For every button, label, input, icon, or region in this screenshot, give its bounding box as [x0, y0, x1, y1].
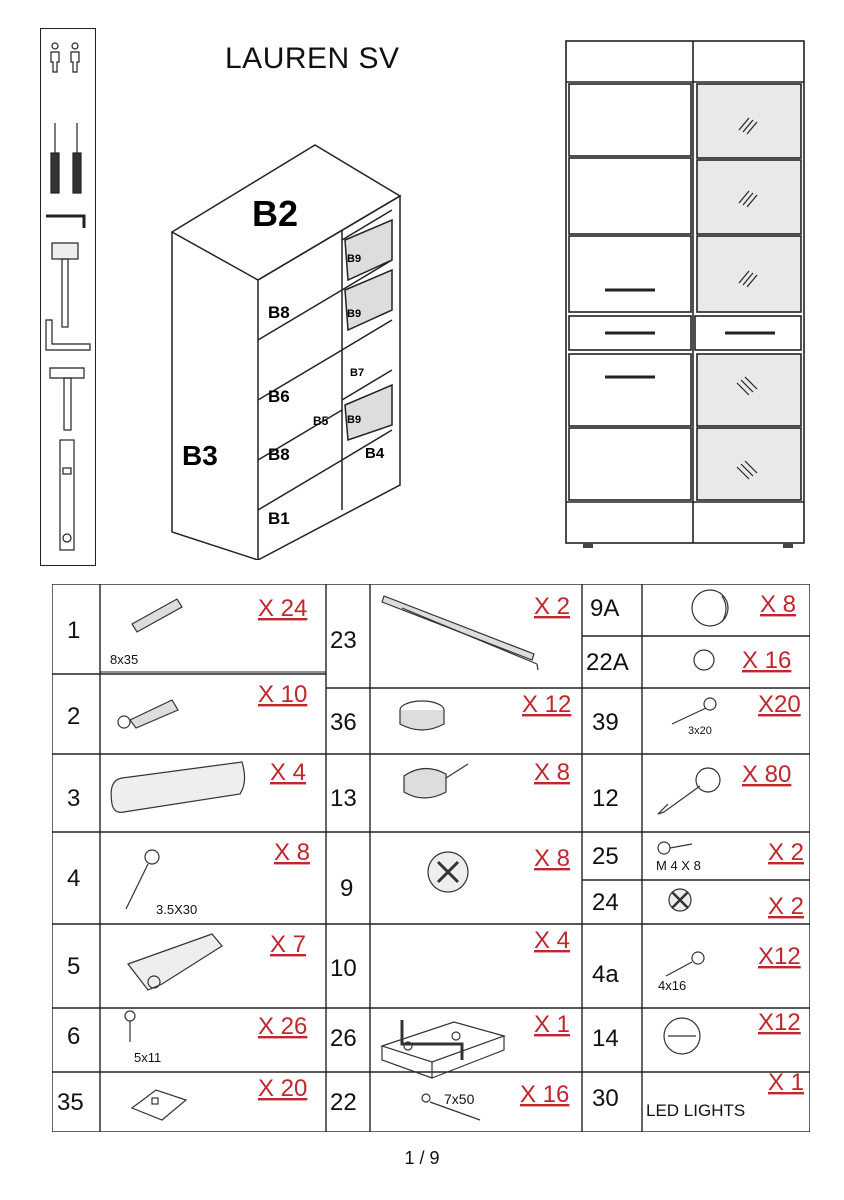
part-num-10: 10: [330, 955, 357, 982]
spirit-level-icon: [60, 440, 74, 550]
tools-illustration: [40, 28, 96, 566]
parts-table: [52, 584, 810, 1132]
note-5x11: 5x11: [134, 1050, 162, 1065]
qty-25: X 2: [768, 839, 805, 866]
hammer-icon: [50, 368, 84, 430]
screwdrivers-icon: [51, 123, 81, 193]
knob-large-icon: [692, 590, 728, 626]
screw-4x16-icon: [666, 952, 704, 976]
note-m4x8: M 4 X 8: [656, 858, 701, 873]
qty-36: X 12: [522, 691, 572, 718]
qty-26: X 1: [534, 1011, 571, 1038]
qty-35: X 20: [258, 1075, 308, 1102]
qty-1: X 24: [258, 595, 308, 622]
screw-3-5x30-icon: [126, 850, 159, 909]
qty-4a: X12: [758, 943, 801, 970]
part-num-25: 25: [592, 843, 619, 870]
part-num-3: 3: [67, 785, 81, 812]
part-num-6: 6: [67, 1023, 81, 1050]
qty-9a: X 8: [760, 591, 797, 618]
label-b8-top: B8: [268, 303, 290, 322]
label-b9-2: B9: [347, 308, 362, 320]
qty-12: X 80: [742, 761, 792, 788]
dowel-icon: [132, 599, 182, 632]
screw-5x11-icon: [125, 1011, 135, 1042]
part-num-9a: 9A: [590, 595, 620, 622]
note-8x35: 8x35: [110, 652, 139, 667]
part-num-14: 14: [592, 1025, 619, 1052]
part-num-36: 36: [330, 709, 357, 736]
qty-22: X 16: [520, 1081, 570, 1108]
part-num-12: 12: [592, 785, 619, 812]
cam-housing-icon: [400, 701, 444, 730]
part-num-23: 23: [330, 627, 357, 654]
part-num-5: 5: [67, 953, 81, 980]
label-b3: B3: [182, 440, 218, 471]
screw-m4x8-icon: [658, 842, 692, 854]
qty-30: X 1: [768, 1069, 805, 1096]
qty-4: X 8: [274, 839, 311, 866]
part-num-39: 39: [592, 709, 619, 736]
part-num-4a: 4a: [592, 961, 619, 988]
hinge-icon: [128, 934, 222, 990]
qty-24: X 2: [768, 893, 805, 920]
part-num-4: 4: [67, 865, 81, 892]
connector-bolt-icon: [118, 700, 178, 728]
knob-14-icon: [664, 1018, 700, 1054]
part-num-13: 13: [330, 785, 357, 812]
drawer-runner-icon: [382, 596, 538, 670]
qty-23: X 2: [534, 593, 571, 620]
handle-icon: [111, 762, 244, 812]
label-b9-1: B9: [347, 253, 362, 265]
note-7x50: 7x50: [444, 1091, 475, 1107]
note-4x16: 4x16: [658, 978, 687, 993]
qty-5: X 7: [270, 931, 307, 958]
note-3x20: 3x20: [688, 725, 712, 737]
qty-6: X 26: [258, 1013, 308, 1040]
label-b1: B1: [268, 509, 290, 528]
two-persons-icon: [51, 43, 79, 72]
qty-3: X 4: [270, 759, 307, 786]
qty-13: X 8: [534, 759, 571, 786]
shelf-support-plate-icon: [132, 1090, 186, 1120]
label-b8-bottom: B8: [268, 445, 290, 464]
part-num-22: 22: [330, 1089, 357, 1116]
qty-10: X 4: [534, 927, 571, 954]
knob-small-icon: [694, 650, 714, 670]
mallet-icon: [52, 243, 78, 327]
part-num-35: 35: [57, 1089, 84, 1116]
note-3-5x30: 3.5X30: [156, 902, 198, 917]
note-led-lights: LED LIGHTS: [646, 1101, 746, 1120]
qty-9: X 8: [534, 845, 571, 872]
front-view-drawing: [565, 40, 810, 552]
label-b4: B4: [365, 445, 385, 462]
cabinet-drawing: [160, 140, 410, 560]
screw-3x20-icon: [672, 698, 716, 724]
part-num-24: 24: [592, 889, 619, 916]
cam-bolt-icon: [669, 889, 691, 911]
label-b6: B6: [268, 387, 290, 406]
screw-80-icon: [658, 768, 720, 814]
label-b5: B5: [313, 414, 329, 428]
page-number: 1 / 9: [404, 1148, 440, 1168]
part-num-30: 30: [592, 1085, 619, 1112]
label-b7: B7: [350, 367, 365, 379]
cam-lock-icon: [428, 852, 468, 892]
part-num-1: 1: [67, 617, 81, 644]
part-num-9: 9: [340, 875, 354, 902]
qty-22a: X 16: [742, 647, 792, 674]
qty-2: X 10: [258, 681, 308, 708]
part-num-26: 26: [330, 1025, 357, 1052]
qty-14: X12: [758, 1009, 801, 1036]
qty-39: X20: [758, 691, 801, 718]
part-num-22a: 22A: [586, 649, 629, 676]
part-num-2: 2: [67, 703, 81, 730]
block-icon: [382, 1022, 504, 1078]
allen-key-icon: [46, 216, 84, 228]
shelf-support-cup-icon: [404, 764, 468, 798]
page-title: LAUREN SV: [225, 42, 400, 75]
label-b9-3: B9: [347, 414, 362, 426]
label-b2: B2: [252, 193, 299, 234]
